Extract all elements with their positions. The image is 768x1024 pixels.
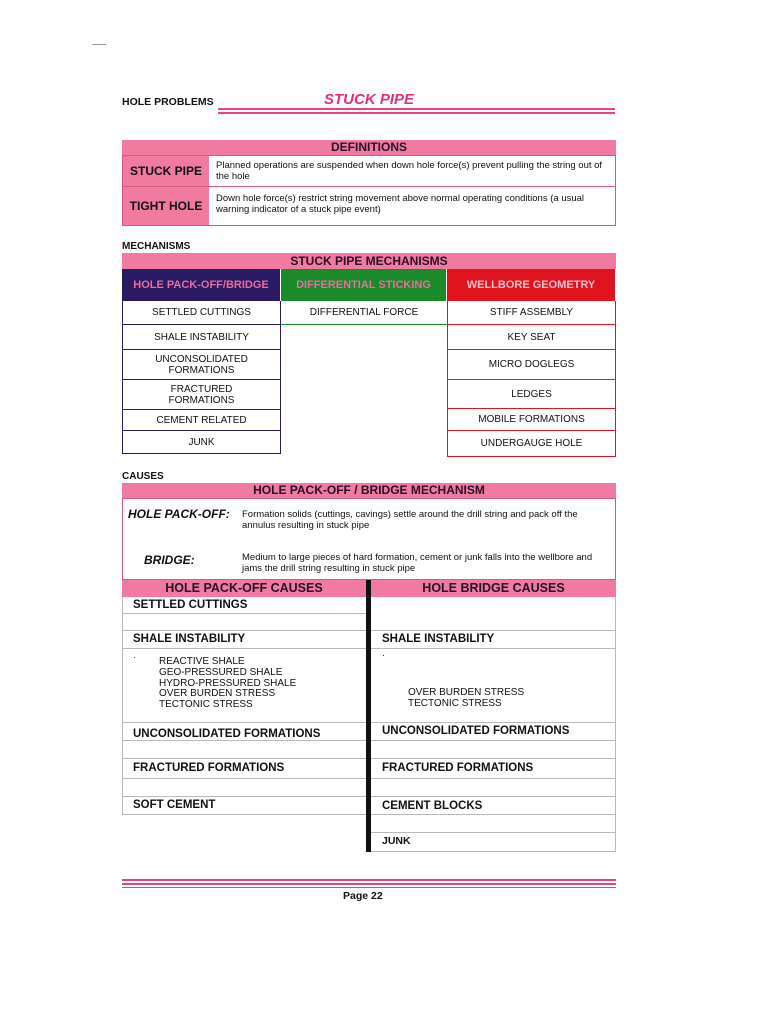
cause-unconsolidated: UNCONSOLIDATED FORMATIONS: [133, 728, 321, 740]
definition-text-tight-hole: Down hole force(s) restrict string movement above normal operating conditions (a usual warning indicator of a stuck pipe event): [216, 193, 585, 215]
mechanism-item: SETTLED CUTTINGS: [122, 301, 281, 325]
mechanisms-title: STUCK PIPE MECHANISMS: [122, 253, 616, 269]
footer-rule-3: [122, 887, 616, 888]
bullet-mark: ·: [133, 652, 136, 662]
mechanism-item: UNCONSOLIDATED FORMATIONS: [122, 350, 281, 380]
list-item: TECTONIC STRESS: [408, 697, 502, 709]
definition-term-tight-hole: TIGHT HOLE: [123, 187, 209, 225]
bridge-causes-title: HOLE BRIDGE CAUSES: [371, 580, 616, 597]
row-divider: [371, 814, 616, 815]
bridge-shale-causes-list: [408, 688, 524, 710]
row-divider: [371, 832, 616, 833]
list-item: TECTONIC STRESS: [159, 699, 253, 711]
cause-fractured: FRACTURED FORMATIONS: [133, 762, 285, 774]
mechanism-item: UNDERGAUGE HOLE: [480, 438, 583, 449]
mechanism-item: JUNK: [188, 437, 215, 448]
mechanism-column-differential: DIFFERENTIAL STICKING: [281, 269, 446, 301]
row-divider: [371, 758, 616, 759]
causes-center-divider: [366, 580, 371, 852]
cause-shale-instability: SHALE INSTABILITY: [133, 633, 246, 645]
row-divider: [122, 613, 366, 614]
causes-label: CAUSES: [122, 471, 164, 482]
mechanism-item: STIFF ASSEMBLY: [447, 301, 616, 325]
header-rule-2: [218, 112, 615, 114]
row-divider: [122, 740, 366, 741]
packoff-text: Formation solids (cuttings, cavings) settle around the drill string and pack off the annulus resulting in stuck pipe: [242, 509, 578, 531]
mechanism-item: MICRO DOGLEGS: [447, 350, 616, 380]
packoff-causes-title: HOLE PACK-OFF CAUSES: [122, 580, 366, 597]
cause-junk: JUNK: [382, 835, 411, 847]
row-divider: [122, 722, 366, 723]
mechanisms-label: MECHANISMS: [122, 241, 191, 252]
bullet-mark: ·: [382, 650, 385, 660]
list-item: HYDRO-PRESSURED SHALE: [159, 677, 297, 689]
cause-soft-cement: SOFT CEMENT: [133, 799, 216, 811]
bridge-term: BRIDGE:: [144, 553, 195, 567]
page-number: Page 22: [343, 890, 383, 902]
definition-text-stuck-pipe: Planned operations are suspended when down hole force(s) prevent pulling the string out of the hole: [216, 160, 603, 182]
row-divider: [122, 630, 366, 631]
list-item: OVER BURDEN STRESS: [159, 688, 276, 700]
footer-rule: [122, 879, 616, 881]
row-divider: [122, 758, 366, 759]
row-divider: [122, 648, 366, 649]
cause-settled-cuttings: SETTLED CUTTINGS: [133, 599, 248, 611]
row-divider: [371, 778, 616, 779]
header-rule: [218, 108, 615, 110]
mechanism-item: FRACTURED FORMATIONS: [122, 380, 281, 410]
row-divider: [371, 851, 616, 852]
list-item: GEO-PRESSURED SHALE: [159, 666, 283, 678]
row-divider: [371, 740, 616, 741]
mechanism-item: SHALE INSTABILITY: [122, 325, 281, 350]
mechanism-column-geometry: WELLBORE GEOMETRY: [447, 269, 615, 301]
causes-title: HOLE PACK-OFF / BRIDGE MECHANISM: [122, 483, 616, 498]
mechanism-item: DIFFERENTIAL FORCE: [281, 301, 447, 325]
row-divider: [122, 796, 366, 797]
row-divider: [371, 630, 616, 631]
cause-fractured: FRACTURED FORMATIONS: [382, 762, 534, 774]
mechanism-item: LEDGES: [447, 380, 616, 409]
page-title: STUCK PIPE: [324, 91, 415, 108]
list-item: OVER BURDEN STRESS: [408, 687, 525, 698]
row-divider: [371, 796, 616, 797]
mechanism-item: KEY SEAT: [447, 325, 616, 350]
scan-mark: [92, 44, 106, 45]
section-label: HOLE PROBLEMS: [122, 96, 214, 108]
cause-cement-blocks: CEMENT BLOCKS: [382, 800, 483, 812]
bridge-text: Medium to large pieces of hard formation, cement or junk falls into the wellbore and jams the drill string resulting in stuck pipe: [242, 552, 593, 574]
row-divider: [371, 722, 616, 723]
definition-term-stuck-pipe: STUCK PIPE: [123, 156, 209, 186]
cause-unconsolidated: UNCONSOLIDATED FORMATIONS: [382, 725, 570, 737]
cause-shale-instability: SHALE INSTABILITY: [382, 633, 495, 645]
definitions-title: DEFINITIONS: [122, 140, 616, 155]
row-divider: [122, 778, 366, 779]
row-divider: [371, 648, 616, 649]
shale-causes-list: [159, 657, 296, 711]
mechanism-column-packoff: HOLE PACK-OFF/BRIDGE: [122, 269, 280, 301]
list-item: REACTIVE SHALE: [159, 656, 245, 667]
footer-rule-2: [122, 883, 616, 885]
row-divider: [122, 814, 366, 815]
packoff-term: HOLE PACK-OFF:: [128, 507, 230, 521]
mechanism-item: CEMENT RELATED: [122, 410, 281, 431]
mechanism-item: MOBILE FORMATIONS: [447, 409, 616, 431]
